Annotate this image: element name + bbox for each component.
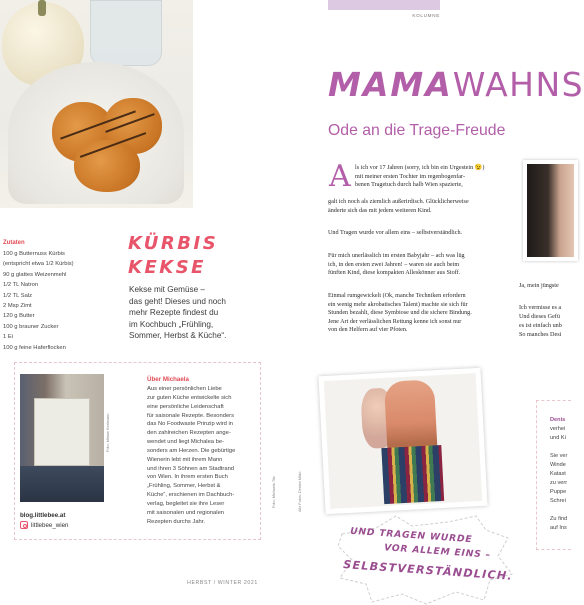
- text-line: änderte sich das mit jedem weiteren Kind.: [328, 207, 432, 214]
- text-line: und Ki: [550, 435, 566, 441]
- pumpkin-stem: [38, 0, 46, 16]
- ingredient: 100 g Butternuss Kürbis: [3, 251, 65, 257]
- about-line: Aus einer persönlichen Liebe: [147, 386, 222, 392]
- text-line: Und Tragen wurde vor allem eins – selbstverständlich.: [328, 230, 463, 236]
- desc-line: im Kochbuch „Frühling,: [129, 319, 214, 329]
- text-line: Puppe: [550, 489, 567, 495]
- text-line: es ist einfach unb: [519, 323, 562, 329]
- drop-cap: A: [329, 159, 351, 194]
- recipe-description: [129, 284, 259, 342]
- ingredient: 100 g brauner Zucker: [3, 323, 59, 330]
- about-line: sonders am Herzen. Die gebürtige: [147, 447, 236, 454]
- text-line: von den Helfern auf vier Pfoten.: [328, 327, 408, 334]
- about-line: zur guten Küche entwickelte sich: [147, 394, 232, 401]
- paragraph: [328, 252, 504, 278]
- text-line: mit meiner ersten Tochter im regenbogenfar-: [355, 173, 465, 180]
- text-line: Winde: [550, 462, 566, 468]
- ingredient: 1/2 TL Salz: [3, 292, 33, 299]
- text-line: ls ich vor 17 Jahren (sorry, ich bin ein Urgestein 😉): [355, 165, 485, 171]
- text-line: galt ich noch als ziemlich außerirdisch. Glücklicherweise: [328, 199, 469, 205]
- text-line: Ich vermisse es a: [519, 305, 562, 311]
- about-title: Über Michaela: [147, 376, 189, 383]
- about-line: „Frühling, Sommer, Herbst &: [147, 483, 221, 490]
- instagram-handle: littlebee_wien: [31, 521, 69, 529]
- paragraph: [328, 292, 504, 335]
- text-line: Katast: [550, 471, 566, 477]
- instagram-icon: [20, 521, 28, 529]
- text-line: Denis: [550, 417, 566, 423]
- column-title-strong: MAMA: [328, 65, 453, 104]
- text-line: Sie ver: [550, 453, 568, 459]
- ingredient: 100 g feine Haferflocken: [3, 344, 66, 351]
- book-hand: [20, 466, 104, 502]
- ingredient: (entspricht etwa 1/2 Kürbis): [3, 261, 74, 268]
- book-photo-credit: Foto: Miriam Kerlmann: [106, 413, 110, 452]
- text-line: Für mich unerlässlich im ersten Babyjahr – ach was lüg: [328, 253, 465, 259]
- book-cover: [34, 398, 90, 466]
- about-line: und ihren 3 Söhnen am Stadtrand: [147, 465, 235, 472]
- text-line: Stunden bezahlt, diese Symbiose und die sichere Bindung.: [328, 310, 472, 317]
- blog-link[interactable]: blog.littlebee.at: [20, 512, 66, 519]
- text-line: Schrei: [550, 498, 566, 504]
- about-line: das No Foodwaste Prinzip wird in: [147, 421, 234, 428]
- instagram-link[interactable]: [20, 521, 69, 529]
- ingredient: 1/2 TL Natron: [3, 282, 39, 289]
- quote-line: VOR ALLEM EINS –: [383, 542, 492, 561]
- photo-credit: Alle Fotos: Denise Milici: [298, 471, 302, 512]
- text-line: Jene Art der verlässlichen Rettung kenne ich sonst nur: [328, 318, 462, 325]
- text-line: zu verr: [550, 480, 568, 486]
- desc-line: mehr Rezepte findest du: [129, 308, 219, 317]
- about-line: den zahlreichen Rezepten ange-: [147, 430, 231, 437]
- ingredients-title: Zutaten: [3, 240, 25, 246]
- babywearing-photo: [318, 368, 487, 514]
- section-label: KOLUMNE: [412, 13, 440, 18]
- paragraph-start: [355, 164, 505, 190]
- ingredient: 90 g glattes Weizenmehl: [3, 271, 67, 278]
- paragraph: [328, 198, 504, 215]
- column-title-light: WAHNS: [452, 65, 584, 104]
- quote-line: SELBSTVERSTÄNDLICH.: [342, 558, 514, 583]
- recipe-title-line: KÜRBIS: [128, 233, 219, 254]
- desc-line: Sommer, Herbst & Küche“.: [129, 331, 227, 340]
- about-text: [147, 385, 255, 527]
- about-line: eine persönliche Leidenschaft: [147, 403, 224, 410]
- pumpkin-cookies-photo: [0, 0, 193, 208]
- text-line: So manches Desi: [519, 332, 562, 338]
- about-line: mit saisonalen und regionalen: [147, 509, 225, 516]
- quote-line: UND TRAGEN WURDE: [349, 525, 473, 546]
- paragraph: [328, 229, 504, 238]
- text-line: Ja, mein jüngste: [519, 283, 559, 289]
- column-title: [328, 66, 584, 104]
- about-line: für saisonale Rezepte. Besonders: [147, 412, 235, 419]
- about-line: von Wien. In ihrem ersten Buch: [147, 474, 228, 481]
- about-line: Rezepten durchs Jahr.: [147, 518, 206, 525]
- ingredient: 120 g Butter: [3, 313, 35, 320]
- patterned-skirt: [381, 445, 444, 504]
- text-line: Und dieses Gefü: [519, 314, 560, 320]
- recipe-title-line: KEKSE: [128, 257, 206, 278]
- text-line: benen Tragetuch durch halb Wien spazierte,: [355, 182, 463, 189]
- about-line: verlag, begleitet sie ihre Leser: [147, 500, 225, 507]
- author-portrait: [523, 160, 578, 261]
- section-bar: [328, 0, 440, 10]
- glass-jar: [90, 0, 162, 66]
- text-line: fünften Kind, diese kompakten Alleskönner aus Stoff.: [328, 270, 461, 277]
- article-subtitle: Ode an die Trage-Freude: [328, 122, 506, 139]
- desc-line: das geht! Dieses und noch: [129, 296, 226, 306]
- text-line: ich, in den ersten zwei Jahren! – waren sie auch beim: [328, 261, 460, 268]
- bowl: [8, 62, 184, 204]
- ingredient: 2 Msp Zimt: [3, 303, 32, 310]
- about-line: Wienerin lebt mit ihrem Mann: [147, 456, 223, 463]
- recipe-title: [128, 232, 218, 280]
- page-footer: HERBST / WINTER 2021: [187, 580, 258, 586]
- text-line: Einmal rumgewickelt (Ok, manche Techniken erfordern: [328, 293, 466, 299]
- photo-credit: Foto: Michaela Titz: [272, 476, 276, 508]
- text-line: auf Ins: [550, 525, 567, 531]
- ingredients-list: [3, 249, 74, 353]
- desc-line: Kekse mit Gemüse –: [129, 285, 205, 294]
- text-line: verhei: [550, 426, 566, 432]
- text-line: ein wenig mehr akrobatisches Talent) machte sie sich für: [328, 301, 468, 308]
- about-line: Küche“, erschienen im Dachbuch-: [147, 492, 235, 499]
- about-line: wendet und liegt Michalea be-: [147, 439, 225, 446]
- ingredient: 1 Ei: [3, 334, 13, 341]
- text-line: Zu find: [550, 516, 568, 522]
- cookbook-photo: [20, 374, 104, 502]
